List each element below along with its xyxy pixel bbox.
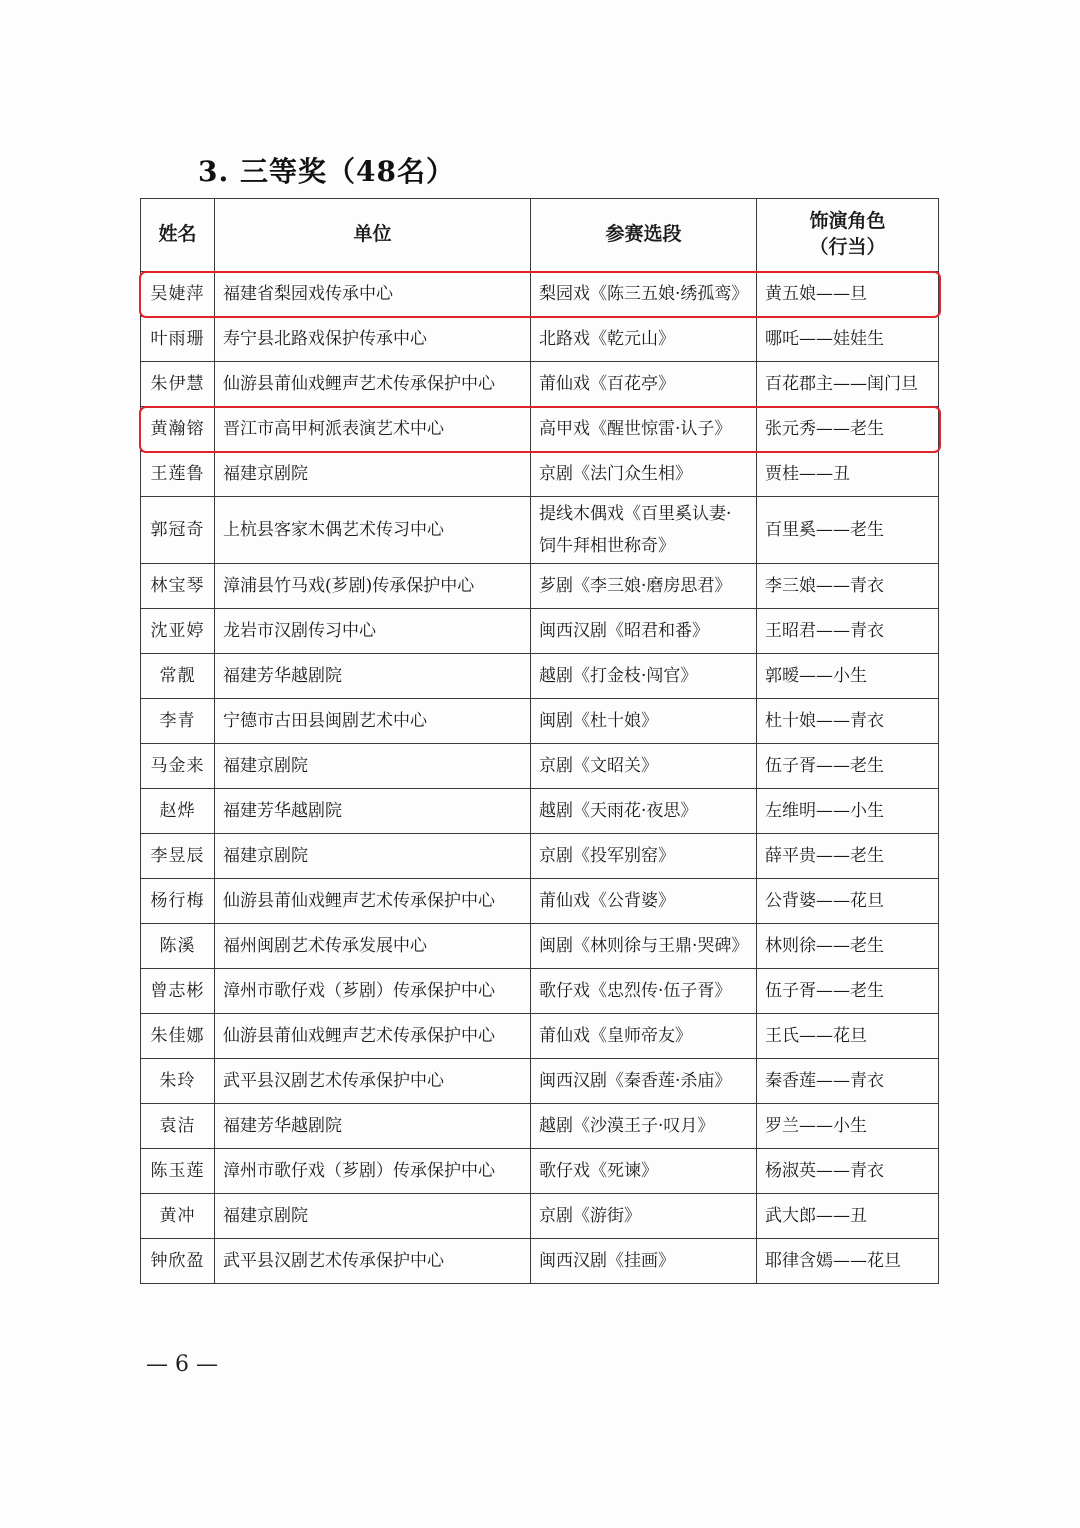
table-row [141,924,939,969]
unit-cell: 福建芳华越剧院 [215,654,531,699]
name-cell: 陈溪 [141,924,215,969]
name-cell: 陈玉莲 [141,1149,215,1194]
piece-cell: 莆仙戏《皇师帝友》 [531,1014,757,1059]
name-cell: 马金来 [141,744,215,789]
name-cell: 黄瀚镕 [141,407,215,452]
table-row [141,969,939,1014]
name-cell: 吴婕萍 [141,272,215,317]
table-row [141,879,939,924]
piece-cell: 越剧《打金枝·闯官》 [531,654,757,699]
piece-cell: 京剧《投军别窑》 [531,834,757,879]
piece-cell: 闽剧《杜十娘》 [531,699,757,744]
unit-cell: 漳浦县竹马戏(芗剧)传承保护中心 [215,564,531,609]
role-cell: 耶律含嫣——花旦 [757,1239,939,1284]
unit-cell: 寿宁县北路戏保护传承中心 [215,317,531,362]
unit-cell: 仙游县莆仙戏鲤声艺术传承保护中心 [215,1014,531,1059]
name-cell: 黄冲 [141,1194,215,1239]
role-cell: 林则徐——老生 [757,924,939,969]
role-cell: 哪吒——娃娃生 [757,317,939,362]
role-cell: 百里奚——老生 [757,497,939,564]
piece-cell: 梨园戏《陈三五娘·绣孤鸾》 [531,272,757,317]
table-row [141,744,939,789]
unit-cell: 宁德市古田县闽剧艺术中心 [215,699,531,744]
table-row [141,564,939,609]
role-cell: 左维明——小生 [757,789,939,834]
table-row [141,699,939,744]
header-role-line2: （行当） [809,236,886,258]
table-row [141,272,939,317]
table-row [141,1149,939,1194]
name-cell: 林宝琴 [141,564,215,609]
piece-cell: 京剧《法门众生相》 [531,452,757,497]
unit-cell: 福建芳华越剧院 [215,1104,531,1149]
piece-cell: 闽西汉剧《秦香莲·杀庙》 [531,1059,757,1104]
unit-cell: 福建京剧院 [215,744,531,789]
unit-cell: 福建省梨园戏传承中心 [215,272,531,317]
role-cell: 黄五娘——旦 [757,272,939,317]
role-cell: 罗兰——小生 [757,1104,939,1149]
unit-cell: 武平县汉剧艺术传承保护中心 [215,1059,531,1104]
table-row [141,452,939,497]
role-cell: 杨淑英——青衣 [757,1149,939,1194]
name-cell: 钟欣盈 [141,1239,215,1284]
name-cell: 杨行梅 [141,879,215,924]
table-row [141,317,939,362]
piece-cell: 北路戏《乾元山》 [531,317,757,362]
piece-cell: 莆仙戏《公背婆》 [531,879,757,924]
unit-cell: 武平县汉剧艺术传承保护中心 [215,1239,531,1284]
name-cell: 王莲鲁 [141,452,215,497]
role-cell: 公背婆——花旦 [757,879,939,924]
role-cell: 王氏——花旦 [757,1014,939,1059]
piece-cell: 提线木偶戏《百里奚认妻·饲牛拜相世称奇》 [531,497,757,564]
table-row [141,1014,939,1059]
role-cell: 武大郎——丑 [757,1194,939,1239]
name-cell: 叶雨珊 [141,317,215,362]
role-cell: 伍子胥——老生 [757,969,939,1014]
unit-cell: 晋江市高甲柯派表演艺术中心 [215,407,531,452]
table-row [141,789,939,834]
table-row [141,834,939,879]
piece-cell: 歌仔戏《忠烈传·伍子胥》 [531,969,757,1014]
role-cell: 伍子胥——老生 [757,744,939,789]
unit-cell: 福建京剧院 [215,1194,531,1239]
role-cell: 郭暧——小生 [757,654,939,699]
piece-cell: 京剧《文昭关》 [531,744,757,789]
piece-cell: 莆仙戏《百花亭》 [531,362,757,407]
unit-cell: 福建京剧院 [215,452,531,497]
table-row [141,609,939,654]
name-cell: 李青 [141,699,215,744]
table-row [141,1194,939,1239]
header-piece: 参赛选段 [531,199,757,272]
table-row [141,497,939,564]
unit-cell: 福建芳华越剧院 [215,789,531,834]
table-row [141,362,939,407]
piece-cell: 芗剧《李三娘·磨房思君》 [531,564,757,609]
role-cell: 张元秀——老生 [757,407,939,452]
header-name: 姓名 [141,199,215,272]
role-cell: 秦香莲——青衣 [757,1059,939,1104]
piece-cell: 高甲戏《醒世惊雷·认子》 [531,407,757,452]
role-cell: 李三娘——青衣 [757,564,939,609]
piece-cell: 闽西汉剧《挂画》 [531,1239,757,1284]
piece-cell: 越剧《沙漠王子·叹月》 [531,1104,757,1149]
role-cell: 贾桂——丑 [757,452,939,497]
name-cell: 李昱辰 [141,834,215,879]
name-cell: 沈亚婷 [141,609,215,654]
table-row [141,1104,939,1149]
unit-cell: 仙游县莆仙戏鲤声艺术传承保护中心 [215,879,531,924]
table-header-row [141,199,939,272]
unit-cell: 福建京剧院 [215,834,531,879]
name-cell: 袁洁 [141,1104,215,1149]
section-title: 3. 三等奖（48名） [198,155,455,188]
table-row [141,407,939,452]
piece-cell: 歌仔戏《死谏》 [531,1149,757,1194]
header-role [757,199,939,272]
role-cell: 百花郡主——闺门旦 [757,362,939,407]
piece-cell: 京剧《游街》 [531,1194,757,1239]
header-role-line1: 饰演角色 [809,210,886,233]
name-cell: 朱玲 [141,1059,215,1104]
piece-cell: 越剧《天雨花·夜思》 [531,789,757,834]
piece-cell: 闽西汉剧《昭君和番》 [531,609,757,654]
header-unit: 单位 [215,199,531,272]
unit-cell: 漳州市歌仔戏（芗剧）传承保护中心 [215,1149,531,1194]
name-cell: 赵烨 [141,789,215,834]
name-cell: 朱伊慧 [141,362,215,407]
page-number: — 6 — [146,1352,218,1377]
award-table [140,198,939,1284]
table-row [141,654,939,699]
role-cell: 杜十娘——青衣 [757,699,939,744]
unit-cell: 龙岩市汉剧传习中心 [215,609,531,654]
unit-cell: 上杭县客家木偶艺术传习中心 [215,497,531,564]
unit-cell: 漳州市歌仔戏（芗剧）传承保护中心 [215,969,531,1014]
unit-cell: 仙游县莆仙戏鲤声艺术传承保护中心 [215,362,531,407]
name-cell: 曾志彬 [141,969,215,1014]
name-cell: 朱佳娜 [141,1014,215,1059]
name-cell: 常靓 [141,654,215,699]
table-row [141,1059,939,1104]
role-cell: 薛平贵——老生 [757,834,939,879]
name-cell: 郭冠奇 [141,497,215,564]
unit-cell: 福州闽剧艺术传承发展中心 [215,924,531,969]
role-cell: 王昭君——青衣 [757,609,939,654]
piece-cell: 闽剧《林则徐与王鼎·哭碑》 [531,924,757,969]
table-row [141,1239,939,1284]
